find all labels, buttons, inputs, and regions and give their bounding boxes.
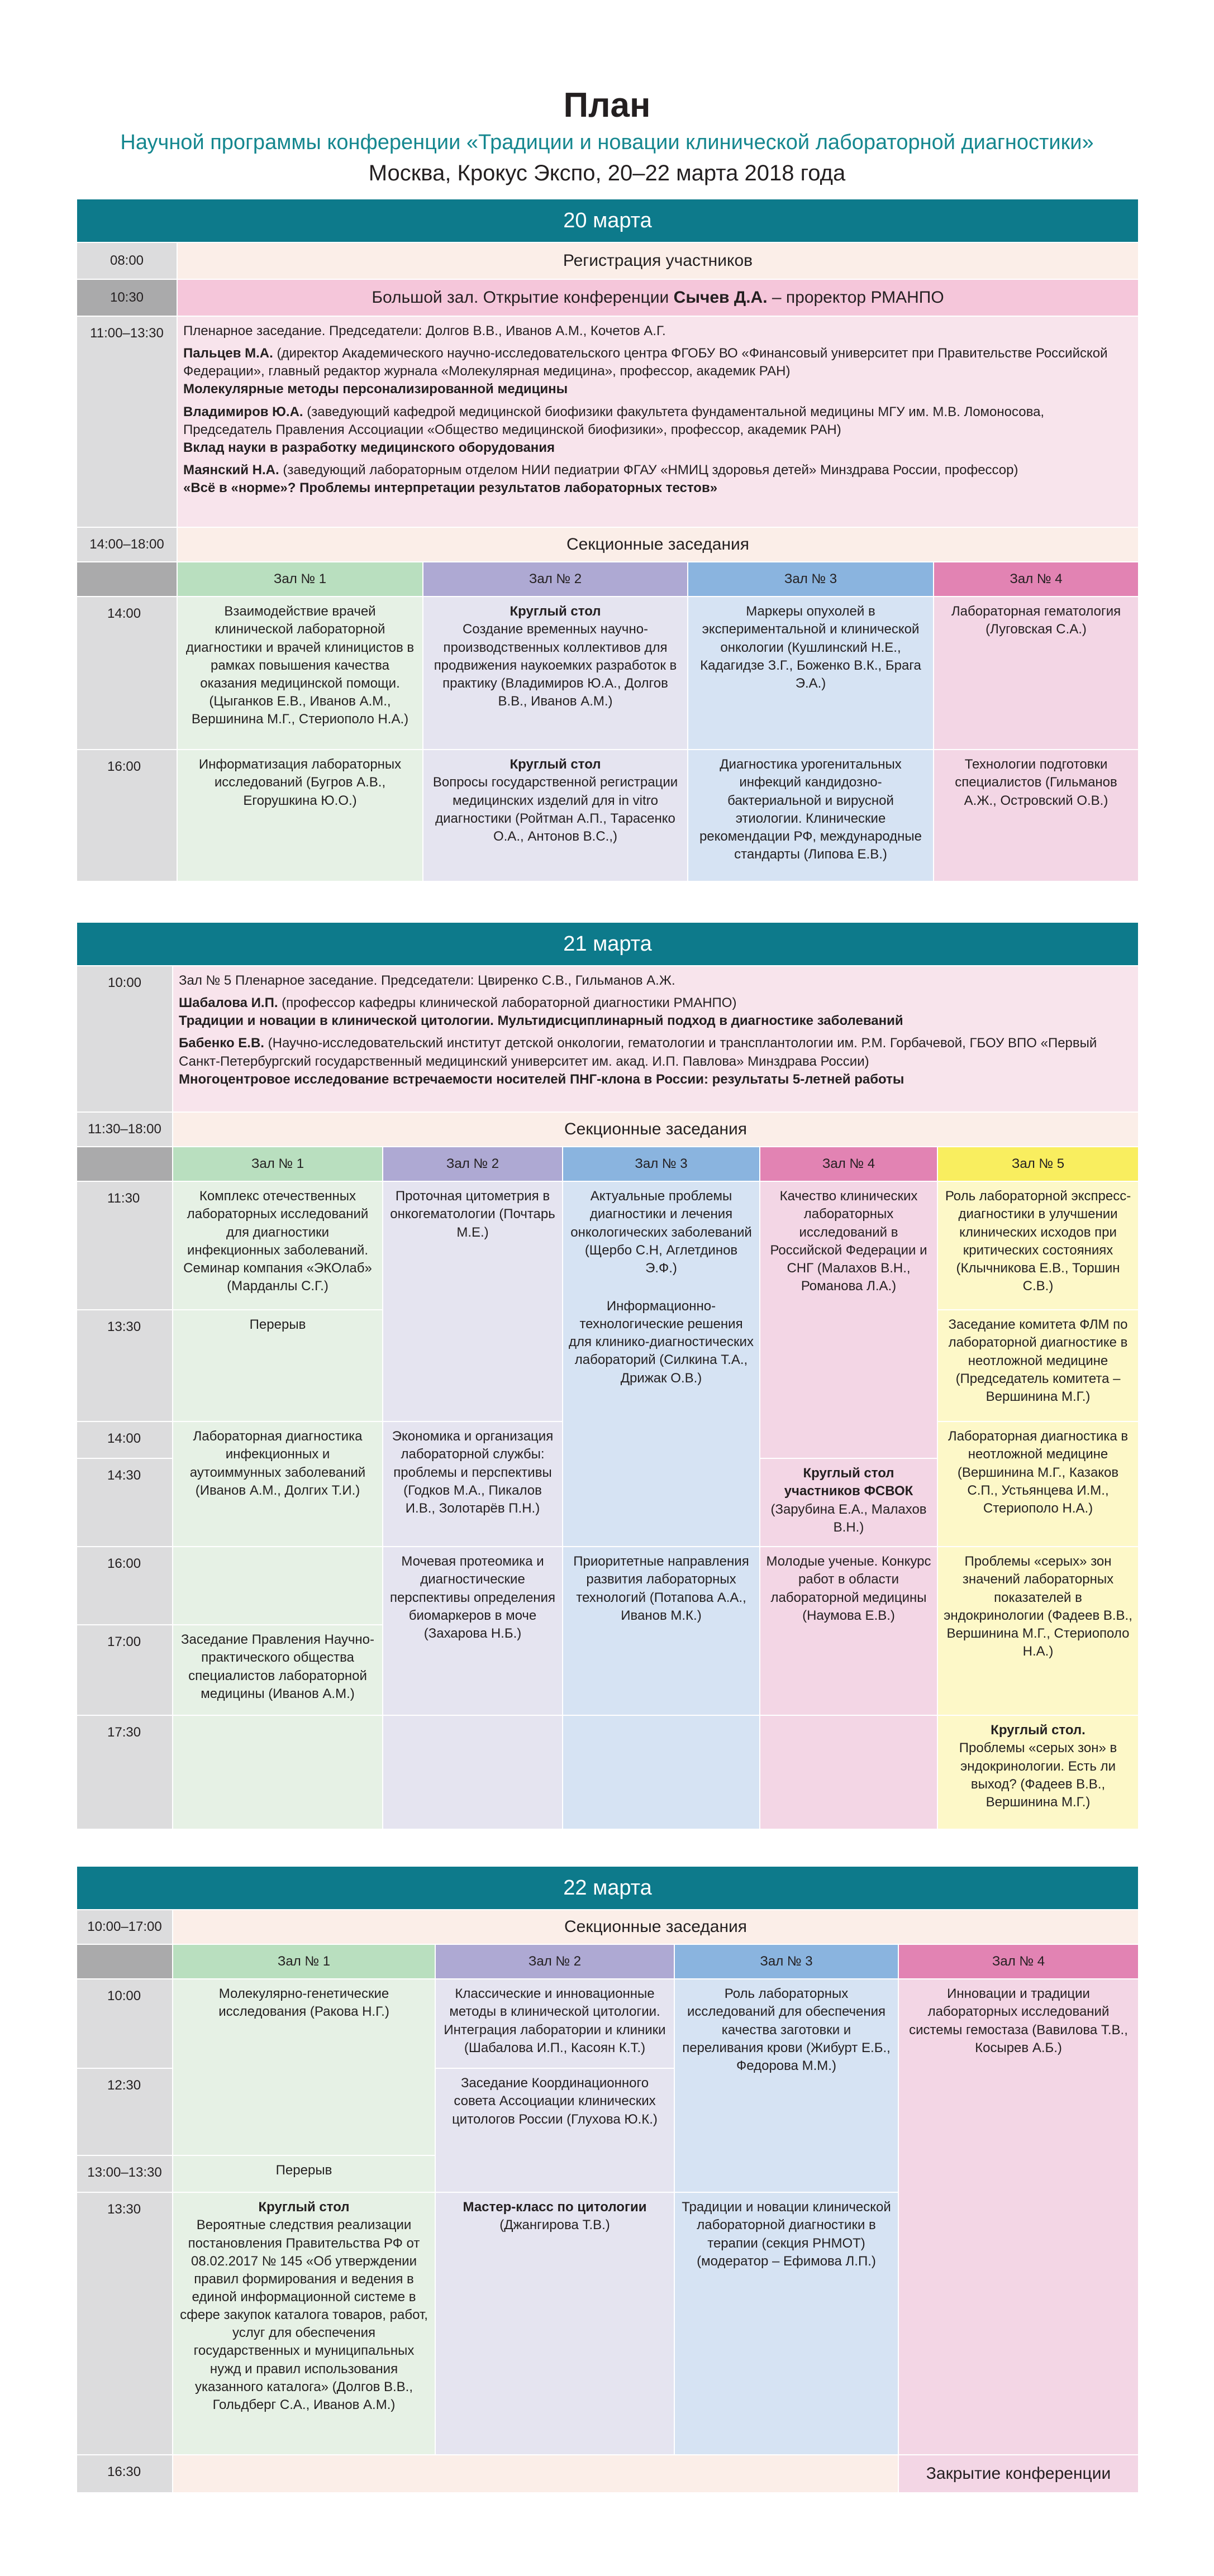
time-cell: 10:00 bbox=[77, 966, 173, 1112]
session-cell: Проточная цитометрия в онкогематологии (Почтарь М.Е.) bbox=[383, 1181, 563, 1421]
session-cell: Лабораторная диагностика в неотложной медицине (Вершинина М.Г., Казаков С.П., Устьянцева И.М., Стериополо Н.А.) bbox=[937, 1421, 1139, 1547]
session-cell: Круглый стол Вопросы государственной регистрации медицинских изделий для in vitro диагностики (Ройтман А.П., Тарасенко О.А., Антонов В.С.,) bbox=[423, 750, 688, 881]
session-cell bbox=[173, 1547, 383, 1625]
time-cell bbox=[77, 1944, 173, 1979]
time-cell: 14:00 bbox=[77, 597, 177, 750]
empty-cell bbox=[173, 2455, 898, 2493]
day-3-title: 22 марта bbox=[77, 1866, 1139, 1910]
session-cell: Маркеры опухолей в экспериментальной и клинической онкологии (Кушлинский Н.Е., Кадагидзе З.Г., Боженко В.К., Брага Э.А.) bbox=[688, 597, 934, 750]
time-cell bbox=[77, 562, 177, 597]
hall-header: Зал № 2 bbox=[423, 562, 688, 597]
time-cell: 13:00–13:30 bbox=[77, 2155, 173, 2192]
day-1-title: 20 марта bbox=[77, 199, 1139, 242]
document-header bbox=[0, 84, 1214, 189]
time-cell: 10:00–17:00 bbox=[77, 1910, 173, 1944]
time-cell: 17:30 bbox=[77, 1715, 173, 1829]
time-cell: 14:00–18:00 bbox=[77, 527, 177, 562]
time-cell: 16:30 bbox=[77, 2455, 173, 2493]
hall-header: Зал № 2 bbox=[435, 1944, 674, 1979]
session-cell: Мочевая протеомика и диагностические перспективы определения биомаркеров в моче (Захарова Н.Б.) bbox=[383, 1547, 563, 1715]
hall-header: Зал № 5 bbox=[937, 1147, 1139, 1181]
plenary-chairs: Зал № 5 Пленарное заседание. Председатели: Цвиренко С.В., Гильманов А.Ж. bbox=[179, 973, 675, 988]
sections-row: Секционные заседания bbox=[173, 1910, 1139, 1944]
document-subtitle: Научной программы конференции «Традиции и новации клинической лабораторной диагностики» bbox=[120, 131, 1094, 154]
speaker-entry: Владимиров Ю.А. (заведующий кафедрой медицинской биофизики факультета фундаментальной медицины МГУ им. М.В. Ломоносова, Председатель Правления Ассоциации «Общество медицинской биофизики», профессор, академик РАН) Вклад науки в разработку медицинского оборудования bbox=[183, 404, 1045, 455]
session-cell: Информатизация лабораторных исследований (Бугров А.В., Егорушкина Ю.О.) bbox=[177, 750, 423, 881]
day-3-table bbox=[76, 1866, 1139, 2493]
time-cell: 10:30 bbox=[77, 279, 177, 316]
session-cell: Молодые ученые. Конкурс работ в области лабораторной медицины (Наумова Е.В.) bbox=[760, 1547, 937, 1715]
time-cell: 16:00 bbox=[77, 1547, 173, 1625]
sections-row: Секционные заседания bbox=[177, 527, 1139, 562]
session-cell: Круглый стол Создание временных научно-производственных коллективов для продвижения наукоемких разработок в практику (Владимиров Ю.А., Долгов В.В., Иванов А.М.) bbox=[423, 597, 688, 750]
session-cell: Молекулярно-генетические исследования (Ракова Н.Г.) bbox=[173, 1979, 435, 2155]
time-cell: 11:30–18:00 bbox=[77, 1112, 173, 1147]
day-2-title: 21 марта bbox=[77, 922, 1139, 966]
session-cell: Экономика и организация лабораторной службы: проблемы и перспективы (Годков М.А., Пикалов И.В., Золотарёв П.Н.) bbox=[383, 1421, 563, 1547]
speaker-entry: Маянский Н.А. (заведующий лабораторным отделом НИИ педиатрии ФГАУ «НМИЦ здоровья детей» Минздрава России, профессор) «Всё в «норме»? Проблемы интерпретации результатов лабораторных тестов» bbox=[183, 462, 1018, 496]
session-cell bbox=[563, 1715, 760, 1829]
session-cell: Круглый стол участников ФСВОК (Зарубина Е.А., Малахов В.Н.) bbox=[760, 1458, 937, 1547]
hall-header: Зал № 3 bbox=[563, 1147, 760, 1181]
session-cell bbox=[173, 1715, 383, 1829]
session-cell: Проблемы «серых» зон значений лабораторных показателей в эндокринологии (Фадеев В.В., Вершинина М.Г., Стериополо Н.А.) bbox=[937, 1547, 1139, 1715]
time-cell: 14:30 bbox=[77, 1458, 173, 1547]
time-cell: 16:00 bbox=[77, 750, 177, 881]
hall-header: Зал № 2 bbox=[383, 1147, 563, 1181]
hall-header: Зал № 4 bbox=[760, 1147, 937, 1181]
session-cell: Заседание комитета ФЛМ по лабораторной диагностике в неотложной медицине (Председатель комитета – Вершинина М.Г.) bbox=[937, 1310, 1139, 1421]
session-cell: Инновации и традиции лабораторных исследований системы гемостаза (Вавилова Т.В., Косырев А.Б.) bbox=[898, 1979, 1139, 2455]
speaker-entry: Бабенко Е.В. (Научно-исследовательский институт детской онкологии, гематологии и трансплантологии им. Р.М. Горбачевой, ГБОУ ВПО «Первый Санкт-Петербургский государственный медицинский университет им. акад. И.П. Павлова» Минздрава России) Многоцентровое исследование встречаемости носителей ПНГ-клона в России: результаты 5-летней работы bbox=[179, 1036, 1097, 1087]
session-cell: Роль лабораторных исследований для обеспечения качества заготовки и переливания крови (Жибурт Е.Б., Федорова М.М.) bbox=[674, 1979, 898, 2192]
session-cell: Перерыв bbox=[173, 1310, 383, 1421]
time-cell: 14:00 bbox=[77, 1421, 173, 1458]
plenary-session bbox=[173, 966, 1139, 1112]
session-cell: Роль лабораторной экспресс-диагностики в улучшении клинических исходов при критических состояниях (Клычникова Е.В., Торшин С.В.) bbox=[937, 1181, 1139, 1310]
time-cell: 08:00 bbox=[77, 242, 177, 279]
time-cell: 17:00 bbox=[77, 1625, 173, 1715]
time-cell: 12:30 bbox=[77, 2068, 173, 2155]
sections-row: Секционные заседания bbox=[173, 1112, 1139, 1147]
session-cell: Заседание Правления Научно-практического общества специалистов лабораторной медицины (Иванов А.М.) bbox=[173, 1625, 383, 1715]
session-cell: Технологии подготовки специалистов (Гильманов А.Ж., Островский О.В.) bbox=[934, 750, 1139, 881]
session-cell: Заседание Координационного совета Ассоциации клинических цитологов России (Глухова Ю.К.) bbox=[435, 2068, 674, 2192]
hall-header: Зал № 1 bbox=[173, 1147, 383, 1181]
session-cell: Диагностика урогенитальных инфекций кандидозно-бактериальной и вирусной этиологии. Клинические рекомендации РФ, международные стандарты (Липова Е.В.) bbox=[688, 750, 934, 881]
time-cell: 13:30 bbox=[77, 1310, 173, 1421]
document-place: Москва, Крокус Экспо, 20–22 марта 2018 года bbox=[368, 161, 846, 185]
session-cell: Актуальные проблемы диагностики и лечения онкологических заболеваний (Щербо С.Н, Аглетдинов Э.Ф.) Информационно-технологические решения для клинико-диагностических лабораторий (Силкина Т.А., Дрижак О.В.) bbox=[563, 1181, 760, 1547]
time-cell bbox=[77, 1147, 173, 1181]
session-cell: Лабораторная диагностика инфекционных и аутоиммунных заболеваний (Иванов А.М., Долгих Т.И.) bbox=[173, 1421, 383, 1547]
time-cell: 10:00 bbox=[77, 1979, 173, 2068]
speaker-entry: Шабалова И.П. (профессор кафедры клинической лабораторной диагностики РМАНПО) Традиции и новации в клинической цитологии. Мультидисциплинарный подход в диагностике заболеваний bbox=[179, 995, 903, 1029]
time-cell: 11:00–13:30 bbox=[77, 316, 177, 527]
hall-header: Зал № 3 bbox=[688, 562, 934, 597]
hall-header: Зал № 1 bbox=[177, 562, 423, 597]
registration-row: Регистрация участников bbox=[177, 242, 1139, 279]
closing-cell: Закрытие конференции bbox=[898, 2455, 1139, 2493]
session-cell: Качество клинических лабораторных исследований в Российской Федерации и СНГ (Малахов В.Н., Романова Л.А.) bbox=[760, 1181, 937, 1458]
day-1-table bbox=[76, 198, 1139, 882]
session-cell: Приоритетные направления развития лабораторных технологий (Потапова А.А., Иванов М.К.) bbox=[563, 1547, 760, 1715]
time-cell: 13:30 bbox=[77, 2192, 173, 2455]
hall-header: Зал № 4 bbox=[898, 1944, 1139, 1979]
plenary-session bbox=[177, 316, 1139, 527]
speaker-entry: Пальцев М.А. (директор Академического научно-исследовательского центра ФГОБУ ВО «Финансовый университет при Правительстве Российской Федерации», главный редактор журнала «Молекулярная медицина», профессор, академик РАН) Молекулярные методы персонализированной медицины bbox=[183, 346, 1108, 397]
hall-header: Зал № 3 bbox=[674, 1944, 898, 1979]
session-cell: Классические и инновационные методы в клинической цитологии. Интеграция лаборатории и клиники (Шабалова И.П., Касоян К.Т.) bbox=[435, 1979, 674, 2068]
session-cell: Лабораторная гематология (Луговская С.А.) bbox=[934, 597, 1139, 750]
session-cell: Круглый стол Вероятные следствия реализации постановления Правительства РФ от 08.02.2017 № 145 «Об утверждении правил формирования и ведения в единой информационной системе в сфере закупок каталога товаров, работ, услуг для обеспечения государственных и муниципальных нужд и правил использования указанного каталога» (Долгов В.В., Гольдберг С.А., Иванов А.М.) bbox=[173, 2192, 435, 2455]
plenary-chairs: Пленарное заседание. Председатели: Долгов В.В., Иванов А.М., Кочетов А.Г. bbox=[183, 323, 666, 338]
session-cell bbox=[383, 1715, 563, 1829]
hall-header: Зал № 1 bbox=[173, 1944, 435, 1979]
session-cell: Комплекс отечественных лабораторных исследований для диагностики инфекционных заболеваний. Семинар компания «ЭКОлаб» (Марданлы С.Г.) bbox=[173, 1181, 383, 1310]
session-cell: Традиции и новации клинической лабораторной диагностики в терапии (секция РНМОТ) (модератор – Ефимова Л.П.) bbox=[674, 2192, 898, 2455]
session-cell bbox=[760, 1715, 937, 1829]
session-cell: Круглый стол. Проблемы «серых зон» в эндокринологии. Есть ли выход? (Фадеев В.В., Вершинина М.Г.) bbox=[937, 1715, 1139, 1829]
hall-header: Зал № 4 bbox=[934, 562, 1139, 597]
session-cell: Перерыв bbox=[173, 2155, 435, 2192]
day-2-table bbox=[76, 922, 1139, 1830]
document-title: План bbox=[563, 86, 651, 125]
time-cell: 11:30 bbox=[77, 1181, 173, 1310]
opening-row: Большой зал. Открытие конференции Сычев Д.А. – проректор РМАНПО bbox=[177, 279, 1139, 316]
session-cell: Взаимодействие врачей клинической лабораторной диагностики и врачей клиницистов в рамках повышения качества оказания медицинской помощи. (Цыганков Е.В., Иванов А.М., Вершинина М.Г., Стериополо Н.А.) bbox=[177, 597, 423, 750]
session-cell: Мастер-класс по цитологии (Джангирова Т.В.) bbox=[435, 2192, 674, 2455]
